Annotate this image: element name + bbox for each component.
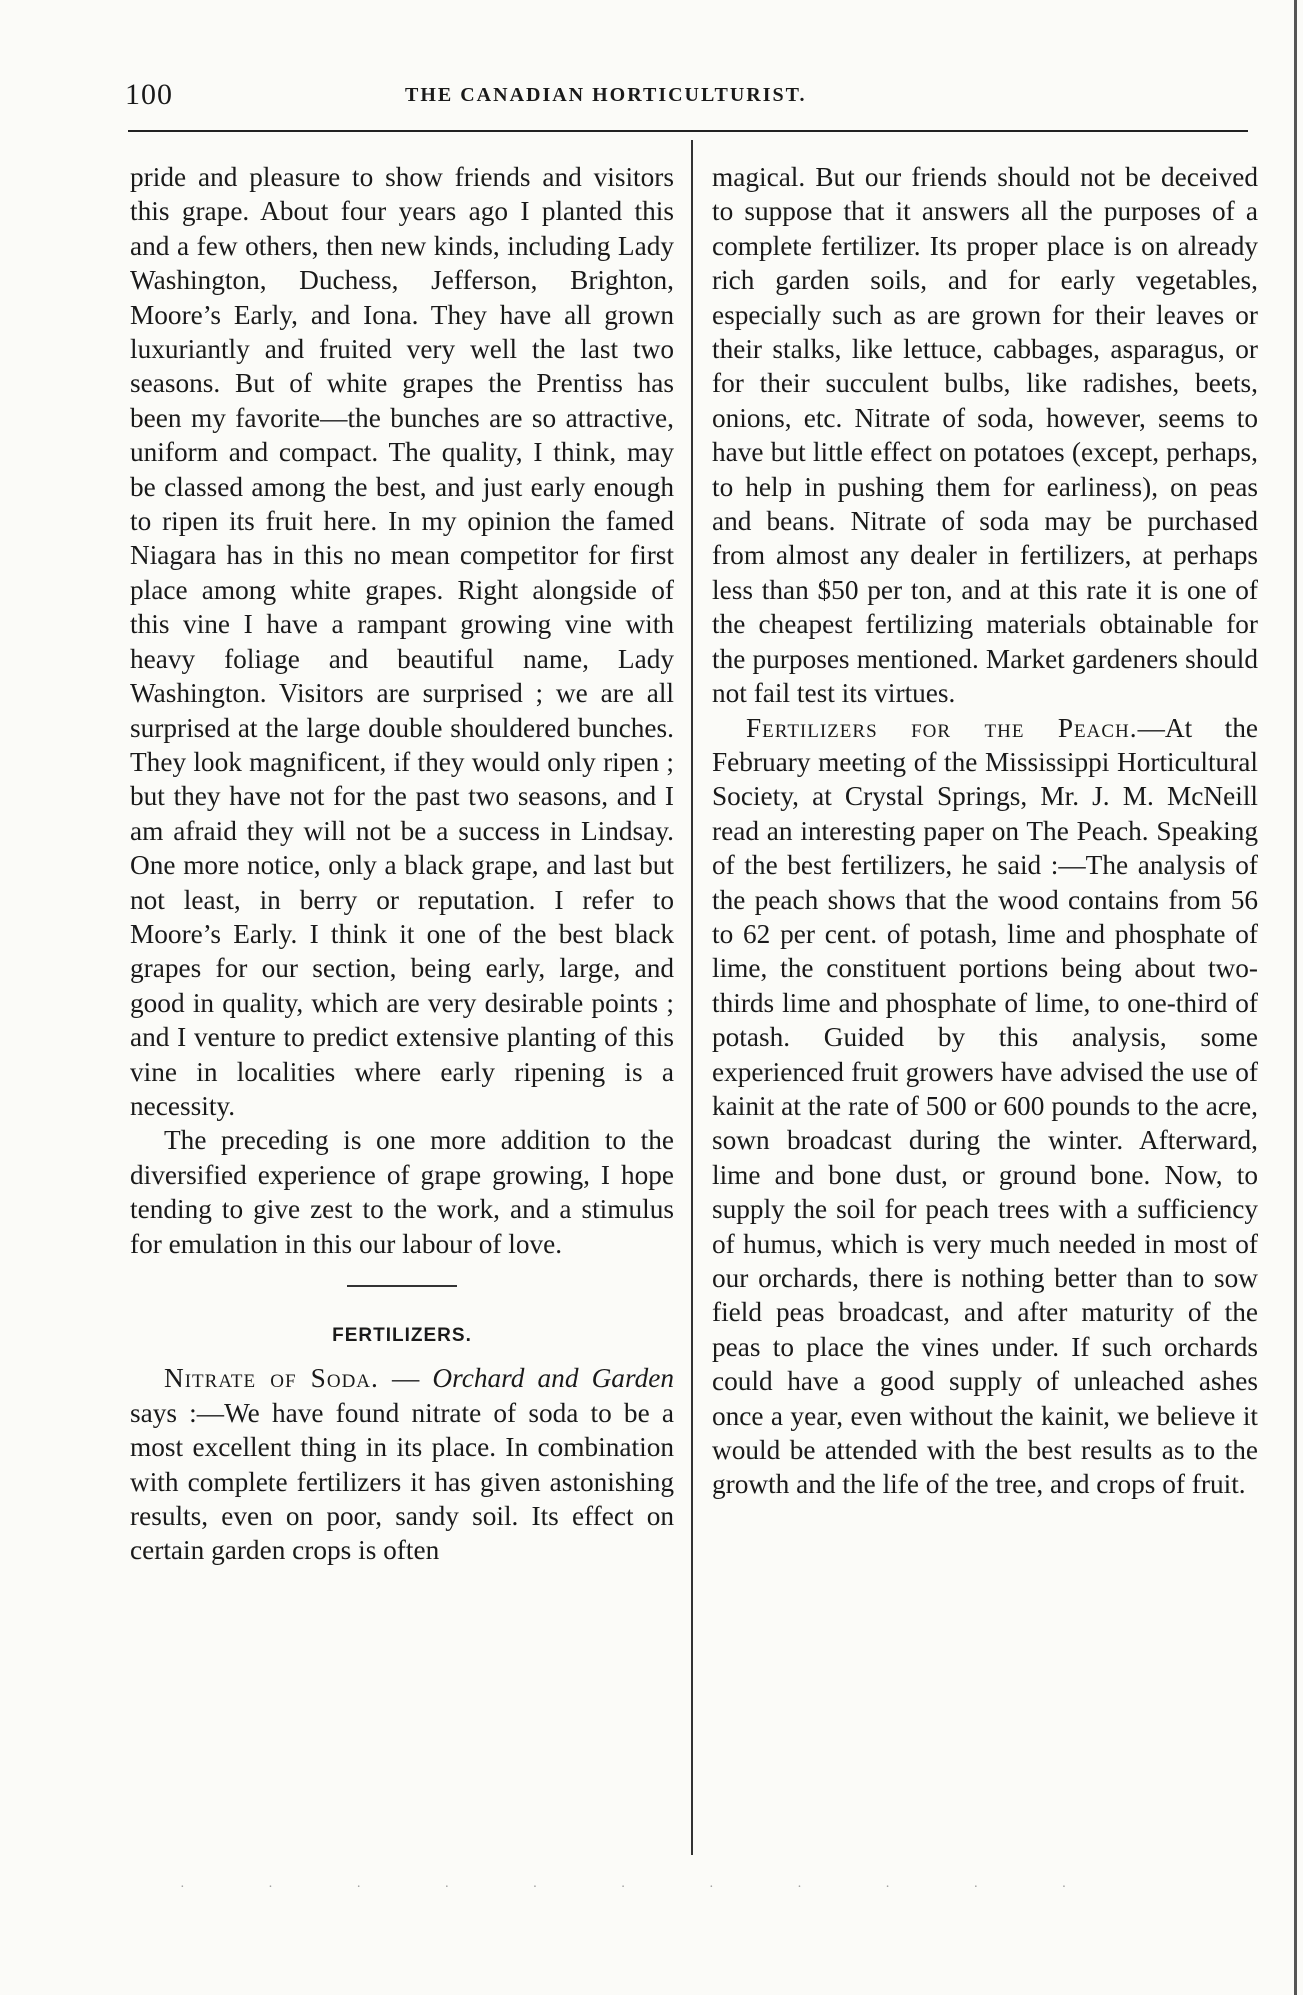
right-column <box>712 160 1258 1502</box>
running-title: THE CANADIAN HORTICULTURIST. <box>405 84 807 106</box>
paragraph-nitrate-continued: magical. But our friends should not be deceived to suppose that it answers all the purposes of a complete fertilizer. Its proper place is on already rich garden soils, and for early vegetables, especially such as are grown for their leaves or their stalks, like lettuce, cabbages, asparagus, or for their succulent bulbs, like radishes, beets, onions, etc. Nitrate of soda, however, seems to have but little effect on potatoes (except, perhaps, to help in pushing them for earliness), on peas and beans. Nitrate of soda may be purchased from almost any dealer in fertilizers, at perhaps less than $50 per ton, and at this rate it is one of the cheapest fertilizing materials obtainable for the purposes mentioned. Market gardeners should not fail test its virtues. <box>712 162 1258 709</box>
paragraph-conclusion: The preceding is one more addition to the diversified experience of grape growing, I hope tending to give zest to the work, and a stimulus for emulation in this our labour of love. <box>130 1125 674 1259</box>
header-rule <box>128 130 1248 132</box>
paragraph-nitrate <box>130 1361 674 1567</box>
column-divider <box>691 140 693 1855</box>
page-number: 100 <box>125 78 173 111</box>
source-name: Orchard and Garden <box>432 1363 674 1394</box>
page-edge <box>1294 0 1297 1995</box>
peach-title: Fertilizers for the Peach. <box>746 712 1138 743</box>
scan-specks: · · · · · · · · · · · <box>180 1880 1107 1895</box>
section-rule <box>347 1285 457 1287</box>
nitrate-body: says :—We have found nitrate of soda to be a most excellent thing in its place. In combination with complete fertilizers it has given astonishing results, even on poor, sandy soil. Its effect on certain garden crops is often <box>130 1397 674 1566</box>
left-column <box>130 160 674 1568</box>
paragraph-peach <box>712 711 1258 1502</box>
section-heading: FERTILIZERS. <box>332 1325 472 1346</box>
paragraph-grapes: pride and pleasure to show friends and visitors this grape. About four years ago I planted this and a few others, then new kinds, including Lady Washington, Duchess, Jefferson, Brighton, Moore’s Early, and Iona. They have all grown luxuriantly and fruited very well the last two seasons. But of white grapes the Prentiss has been my favorite—the bunches are so attractive, uniform and compact. The quality, I think, may be classed among the best, and just early enough to ripen its fruit here. In my opinion the famed Niagara has in this no mean competitor for first place among white grapes. Right alongside of this vine I have a rampant growing vine with heavy foliage and beautiful name, Lady Washington. Visitors are surprised ; we are all surprised at the large double shouldered bunches. They look magnificent, if they would only ripen ; but they have not for the past two seasons, and I am afraid they will not be a success in Lindsay. One more notice, only a black grape, and last but not least, in berry or reputation. I refer to Moore’s Early. I think it one of the best black grapes for our section, being early, large, and good in quality, which are very desirable points ; and I venture to predict extensive planting of this vine in localities where early ripening is a necessity. <box>130 162 674 1121</box>
nitrate-dash: — <box>378 1363 433 1394</box>
peach-body: —At the February meeting of the Mississippi Horticultural Society, at Crystal Springs, Mr. J. M. McNeill read an interesting paper on The Peach. Speaking of the best fertilizers, he said :—The analysis of the peach shows that the wood contains from 56 to 62 per cent. of potash, lime and phosphate of lime, the constituent portions being about two-thirds lime and phosphate of lime, to one-third of potash. Guided by this analysis, some experienced fruit growers have advised the use of kainit at the rate of 500 or 600 pounds to the acre, sown broadcast during the winter. Afterward, lime and bone dust, or ground bone. Now, to supply the soil for peach trees with a sufficiency of humus, which is very much needed in most of our orchards, there is nothing better than to sow field peas broadcast, and after maturity of the peas to place the vines under. If such orchards could have a good supply of unleached ashes once a year, even without the kainit, we believe it would be attended with the best results as to the growth and the life of the tree, and crops of fruit. <box>712 712 1258 1500</box>
nitrate-title: Nitrate of Soda. <box>164 1363 379 1394</box>
